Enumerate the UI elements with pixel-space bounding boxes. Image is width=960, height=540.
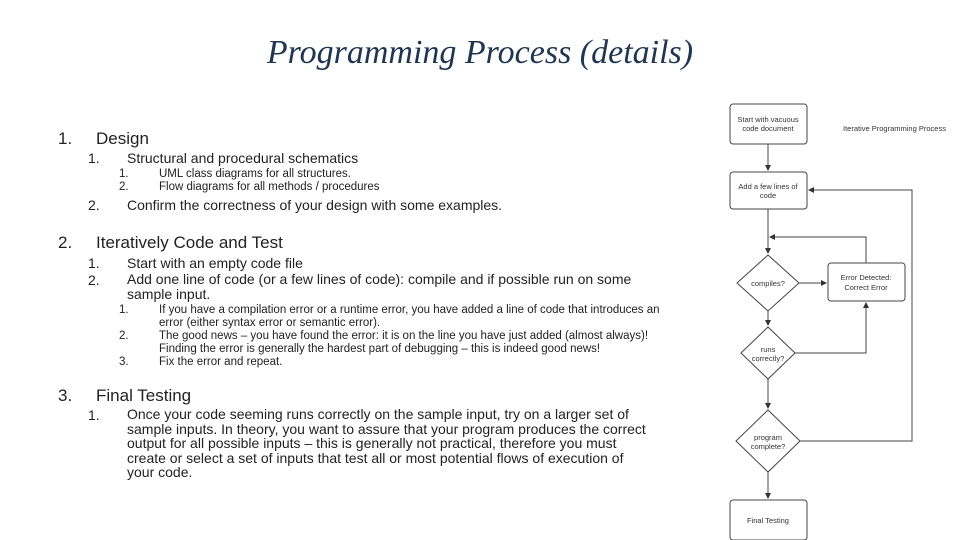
flow-error-line-2: Correct Error [844, 283, 888, 292]
flow-compiles-label: compiles? [751, 279, 785, 288]
flow-add-line-1: Add a few lines of [738, 182, 798, 191]
item-2-2-number: 2. [88, 272, 100, 288]
text-line: Add one line of code (or a few lines of code): compile and if possible run on some [127, 271, 632, 287]
flow-program-line-2: complete? [750, 442, 786, 451]
section-2-number: 2. [58, 233, 73, 252]
section-1-heading: Design [96, 129, 149, 148]
text-line: create or select a set of inputs that test all or most potential flows of execution of [127, 449, 624, 466]
text-line: sample input. [127, 285, 211, 302]
text-line: sample inputs. In theory, you want to assure that your program produces the correct [127, 420, 646, 437]
item-2-1-text: Start with an empty code file [127, 255, 303, 271]
text-line: If you have a compilation error or a runtime error, you have added a line of code that introduces an [159, 304, 660, 316]
flow-arrow [800, 190, 912, 441]
item-1-1-1-text: UML class diagrams for all structures. [159, 168, 351, 180]
item-2-2-3-number: 3. [119, 356, 129, 368]
flow-runs-line-2: correctly? [751, 354, 785, 363]
slide-title: Programming Process (details) [266, 34, 694, 71]
text-line: The good news – you have found the error: it is on the line you have just added (almost always)! [159, 330, 649, 342]
item-1-2-number: 2. [88, 197, 100, 213]
item-1-1-text: Structural and procedural schematics [127, 150, 359, 166]
flow-start-line-2: code document [742, 124, 794, 133]
section-2-heading: Iteratively Code and Test [96, 233, 283, 252]
section-3-heading: Final Testing [96, 386, 192, 405]
flow-error-line-1: Error Detected: [840, 273, 892, 282]
flow-final-label: Final Testing [747, 516, 789, 525]
flow-start-line-1: Start with vacuous [737, 115, 799, 124]
section-1-number: 1. [58, 129, 73, 148]
flow-arrow [795, 303, 866, 353]
text-line: Once your code seeming runs correctly on the sample input, try on a larger set of [127, 406, 629, 422]
flow-caption: Iterative Programming Process [843, 124, 946, 133]
item-1-1-2-number: 2. [119, 181, 129, 193]
item-2-2-3-text: Fix the error and repeat. [159, 356, 283, 368]
item-3-1-number: 1. [88, 407, 100, 423]
item-2-1-number: 1. [88, 255, 100, 271]
flow-runs-line-1: runs [760, 345, 776, 354]
item-1-1-number: 1. [88, 150, 100, 166]
item-2-2-1-number: 1. [119, 304, 129, 316]
item-1-2-text: Confirm the correctness of your design with some examples. [127, 197, 503, 213]
flow-error-box [828, 263, 905, 301]
item-2-2-2-number: 2. [119, 330, 129, 342]
flow-program-line-1: program [754, 433, 782, 442]
text-line: error (either syntax error or semantic error). [159, 316, 381, 329]
flow-arrow [770, 237, 866, 263]
item-1-1-1-number: 1. [119, 168, 129, 180]
text-line: Finding the error is generally the hardest part of debugging – this is indeed good news! [159, 342, 601, 355]
section-3-number: 3. [58, 386, 73, 405]
text-line: your code. [127, 464, 193, 480]
item-1-1-2-text: Flow diagrams for all methods / procedures [159, 181, 380, 193]
text-line: output for all possible inputs – this is generally not practical, therefore you must [127, 435, 617, 451]
flow-add-line-2: code [759, 191, 777, 200]
